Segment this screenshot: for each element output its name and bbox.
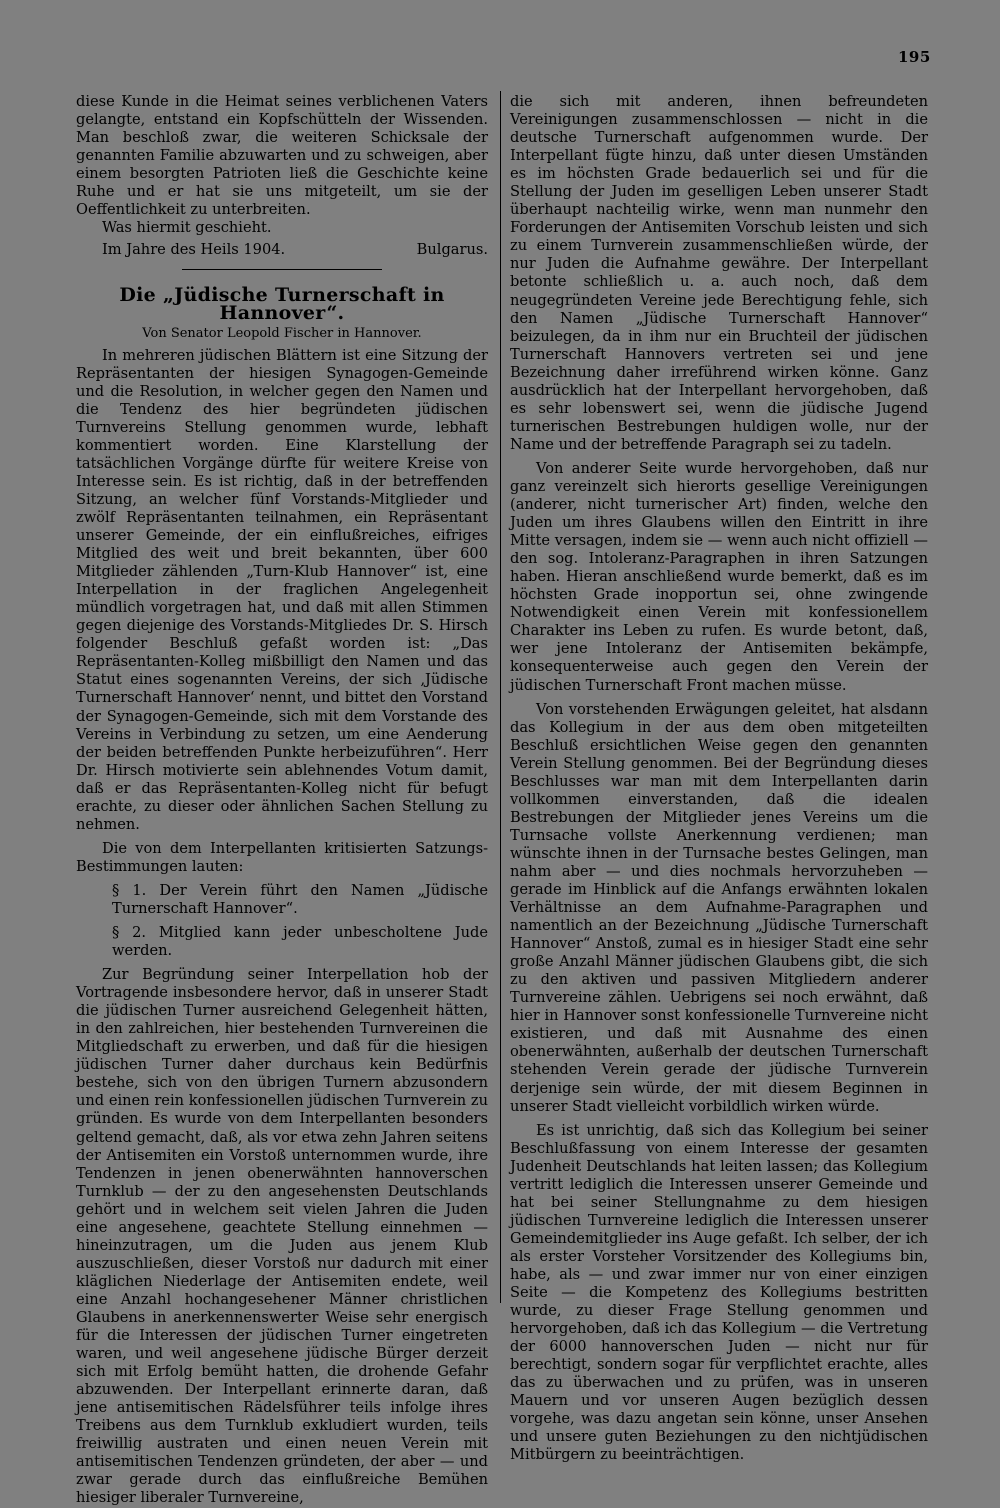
page-number: 195: [898, 48, 931, 66]
section-separator: [182, 269, 382, 270]
column-divider: [500, 91, 501, 1303]
signature-name: Bulgarus.: [416, 241, 488, 259]
left-column: [76, 93, 488, 1508]
statute-section-2: § 2. Mitglied kann jeder unbescholtene Jude werden.: [112, 924, 488, 960]
right-column: [510, 93, 928, 1465]
article-paragraph: Zur Begründung seiner Interpellation hob der Vortragende insbesondere hervor, daß in unserer Stadt die jüdischen Turner ausreichend Gelegenheit hätten, in den zahlreichen, hier bestehenden Turnvereinen die Mitgliedschaft zu erwerben, und daß für die hiesigen jüdischen Turner daher durchaus kein Bedürfnis bestehe, sich von den übrigen Turnern abzusondern und einen rein konfessionellen jüdischen Turnverein zu gründen. Es wurde von dem Interpellanten besonders geltend gemacht, daß, als vor etwa zehn Jahren seitens der Antisemiten ein Vorstoß unternommen wurde, ihre Tendenzen in jenen obenerwähnten hannoverschen Turnklub — der zu den angesehensten Deutschlands gehört und in welchem seit vielen Jahren die Juden eine angesehene, geachtete Stellung einnehmen — hineinzutragen, um die Juden aus jenem Klub auszuschließen, dieser Vorstoß nur dadurch mit einer kläglichen Niederlage der Antisemiten endete, weil eine Anzahl hochangesehener Männer christlichen Glaubens in anerkennenswerter Weise sehr energisch für die Interessen der jüdischen Turner eingetreten waren, und weil angesehene jüdische Bürger derzeit sich mit Erfolg bemüht hatten, die drohende Gefahr abzuwenden. Der Interpellant erinnerte daran, daß jene antisemitischen Rädelsführer teils infolge ihres Treibens aus dem Turnklub exkludiert wurden, teils freiwillig austraten und einen neuen Verein mit antisemitischen Tendenzen gründeten, der aber — und zwar gerade durch das einflußreiche Bemühen hiesiger liberaler Turnvereine,: [76, 966, 488, 1507]
article-paragraph: Die von dem Interpellanten kritisierten Satzungs-Bestimmungen lauten:: [76, 839, 488, 875]
article-paragraph: die sich mit anderen, ihnen befreundeten Vereinigungen zusammenschlossen — nicht in die deutsche Turnerschaft aufgenommen wurde. Der Interpellant fügte hinzu, daß unter diesen Umständen es im höchsten Grade bedauerlich sei und für die Stellung der Juden im geselligen Leben unserer Stadt überhaupt nachteilig wirke, wenn man nunmehr den Forderungen der Antisemiten Vorschub leisten und sich zu einem Turnverein zusammenschließen würde, der nur Juden die Aufnahme gewähre. Der Interpellant betonte schließlich u. a. auch noch, daß dem neugegründeten Vereine jede Berechtigung fehle, sich den Namen „Jüdische Turnerschaft Hannover“ beizulegen, da in ihm nur ein Bruchteil der jüdischen Turnerschaft Hannovers vertreten sei und jene Bezeichnung daher irreführend wirken könne. Ganz ausdrücklich hat der Interpellant hervorgehoben, daß es sehr lobenswert sei, wenn die jüdische Jugend turnerischen Bestrebungen huldigen wolle, nur der Name und der betreffende Paragraph sei zu tadeln.: [510, 93, 928, 453]
was-hiermit-line: Was hiermit geschieht.: [102, 219, 272, 237]
signature-line: [76, 241, 488, 259]
article-paragraph: Es ist unrichtig, daß sich das Kollegium bei seiner Beschlußfassung von einem Interesse der gesamten Judenheit Deutschlands hat leiten lassen; das Kollegium vertritt lediglich die Interessen unserer Gemeinde und hat bei seiner Stellungnahme zu dem hiesigen jüdischen Turnvereine lediglich die Interessen unserer Gemeindemitglieder ins Auge gefaßt. Ich selber, der ich als erster Vorsteher Vorsitzender des Kollegiums bin, habe, als — und zwar immer nur von einer einzigen Seite — die Kompetenz des Kollegiums bestritten wurde, zu dieser Frage Stellung genommen und hervorgehoben, daß ich das Kollegium — die Vertretung der 6000 hannoverschen Juden — nicht nur für berechtigt, sondern sogar für verpflichtet erachte, alles das zu überwachen und zu prüfen, was in unseren Mauern und vor unseren Augen bezüglich dessen vorgehe, was dazu angetan sein könne, unser Ansehen und unsere guten Beziehungen zu den nichtjüdischen Mitbürgern zu beeinträchtigen.: [510, 1121, 928, 1464]
article-paragraph: Von vorstehenden Erwägungen geleitet, hat alsdann das Kollegium in der aus dem oben mitgeteilten Beschluß ersichtlichen Weise gegen den genannten Verein Stellung genommen. Bei der Begründung dieses Beschlusses war man mit dem Interpellanten darin vollkommen einverstanden, daß die idealen Bestrebungen der Mitglieder jenes Vereins um die Turnsache vollste Anerkennung verdienen; man wünschte ihnen in der Turnsache bestes Gelingen, man nahm aber — und dies nochmals hervorzuheben — gerade im Hinblick auf die Anfangs erwähnten lokalen Verhältnisse an dem Aufnahme-Paragraphen und namentlich an der Bezeichnung „Jüdische Turnerschaft Hannover“ Anstoß, zumal es in hiesiger Stadt eine sehr große Anzahl Männer jüdischen Glaubens gibt, die sich zu den aktiven und passiven Mitgliedern anderer Turnvereine zählen. Uebrigens sei noch erwähnt, daß hier in Hannover sonst konfessionelle Turnvereine nicht existieren, und daß mit Ausnahme des einen obenerwähnten, außerhalb der deutschen Turnerschaft stehenden Verein gerade der jüdische Turnverein derjenige sein würde, der mit diesem Beginnen in unserer Stadt vielleicht vorbildlich wirken würde.: [510, 700, 928, 1115]
article-paragraph: Von anderer Seite wurde hervorgehoben, daß nur ganz vereinzelt sich hierorts gesellige Vereinigungen (anderer, nicht turnerischer Art) finden, welche den Juden um ihres Glaubens willen den Eintritt in ihre Mitte versagen, indem sie — wenn auch nicht offiziell — den sog. Intoleranz-Paragraphen in ihren Satzungen haben. Hieran anschließend wurde bemerkt, daß es im höchsten Grade inopportun sei, ohne zwingende Notwendigkeit einen Verein mit konfessionellem Charakter ins Leben zu rufen. Es wurde betont, daß, wer jene Intoleranz der Antisemiten bekämpfe, konsequenterweise auch gegen den Verein der jüdischen Turnerschaft Front machen müsse.: [510, 459, 928, 694]
article-paragraph: In mehreren jüdischen Blättern ist eine Sitzung der Repräsentanten der hiesigen Synagogen-Gemeinde und die Resolution, in welcher gegen den Namen und die Tendenz des hier begründeten jüdischen Turnvereins Stellung genommen wurde, lebhaft kommentiert worden. Eine Klarstellung der tatsächlichen Vorgänge dürfte für weitere Kreise von Interesse sein. Es ist richtig, daß in der betreffenden Sitzung, an welcher fünf Vorstands-Mitglieder und zwölf Repräsentanten teilnahmen, ein Repräsentant unserer Gemeinde, der ein einflußreiches, eifriges Mitglied des weit und breit bekannten, über 600 Mitglieder zählenden „Turn-Klub Hannover“ ist, eine Interpellation in der fraglichen Angelegenheit mündlich vorgetragen hat, und daß mit allen Stimmen gegen diejenige des Vorstands-Mitgliedes Dr. S. Hirsch folgender Beschluß gefaßt worden ist: „Das Repräsentanten-Kolleg mißbilligt den Namen und das Statut eines sogenannten Vereins, der sich ‚Jüdische Turnerschaft Hannover‘ nennt, und bittet den Vorstand der Synagogen-Gemeinde, sich mit dem Vorstande des Vereins in Verbindung zu setzen, um eine Aenderung der beiden betreffenden Punkte herbeizuführen“. Herr Dr. Hirsch motivierte sein ablehnendes Votum damit, daß er das Repräsentanten-Kolleg nicht für befugt erachte, zu dieser oder ähnlichen Sachen Stellung zu nehmen.: [76, 346, 488, 833]
statute-section-1: § 1. Der Verein führt den Namen „Jüdische Turnerschaft Hannover“.: [112, 881, 488, 917]
article-title: Die „Jüdische Turnerschaft in Hannover“.: [119, 284, 445, 325]
intro-paragraph: diese Kunde in die Heimat seines verblichenen Vaters gelangte, entstand ein Kopfschütteln der Wissenden. Man beschloß zwar, die weiteren Schicksale der genannten Familie abzuwarten und zu schweigen, aber einem besorgten Patrioten ließ die Geschichte keine Ruhe und er hat sie uns mitgeteilt, um sie der Oeffentlichkeit zu unterbreiten.: [76, 93, 488, 219]
article-byline: Von Senator Leopold Fischer in Hannover.: [142, 325, 422, 341]
signature-date: Im Jahre des Heils 1904.: [102, 241, 286, 259]
